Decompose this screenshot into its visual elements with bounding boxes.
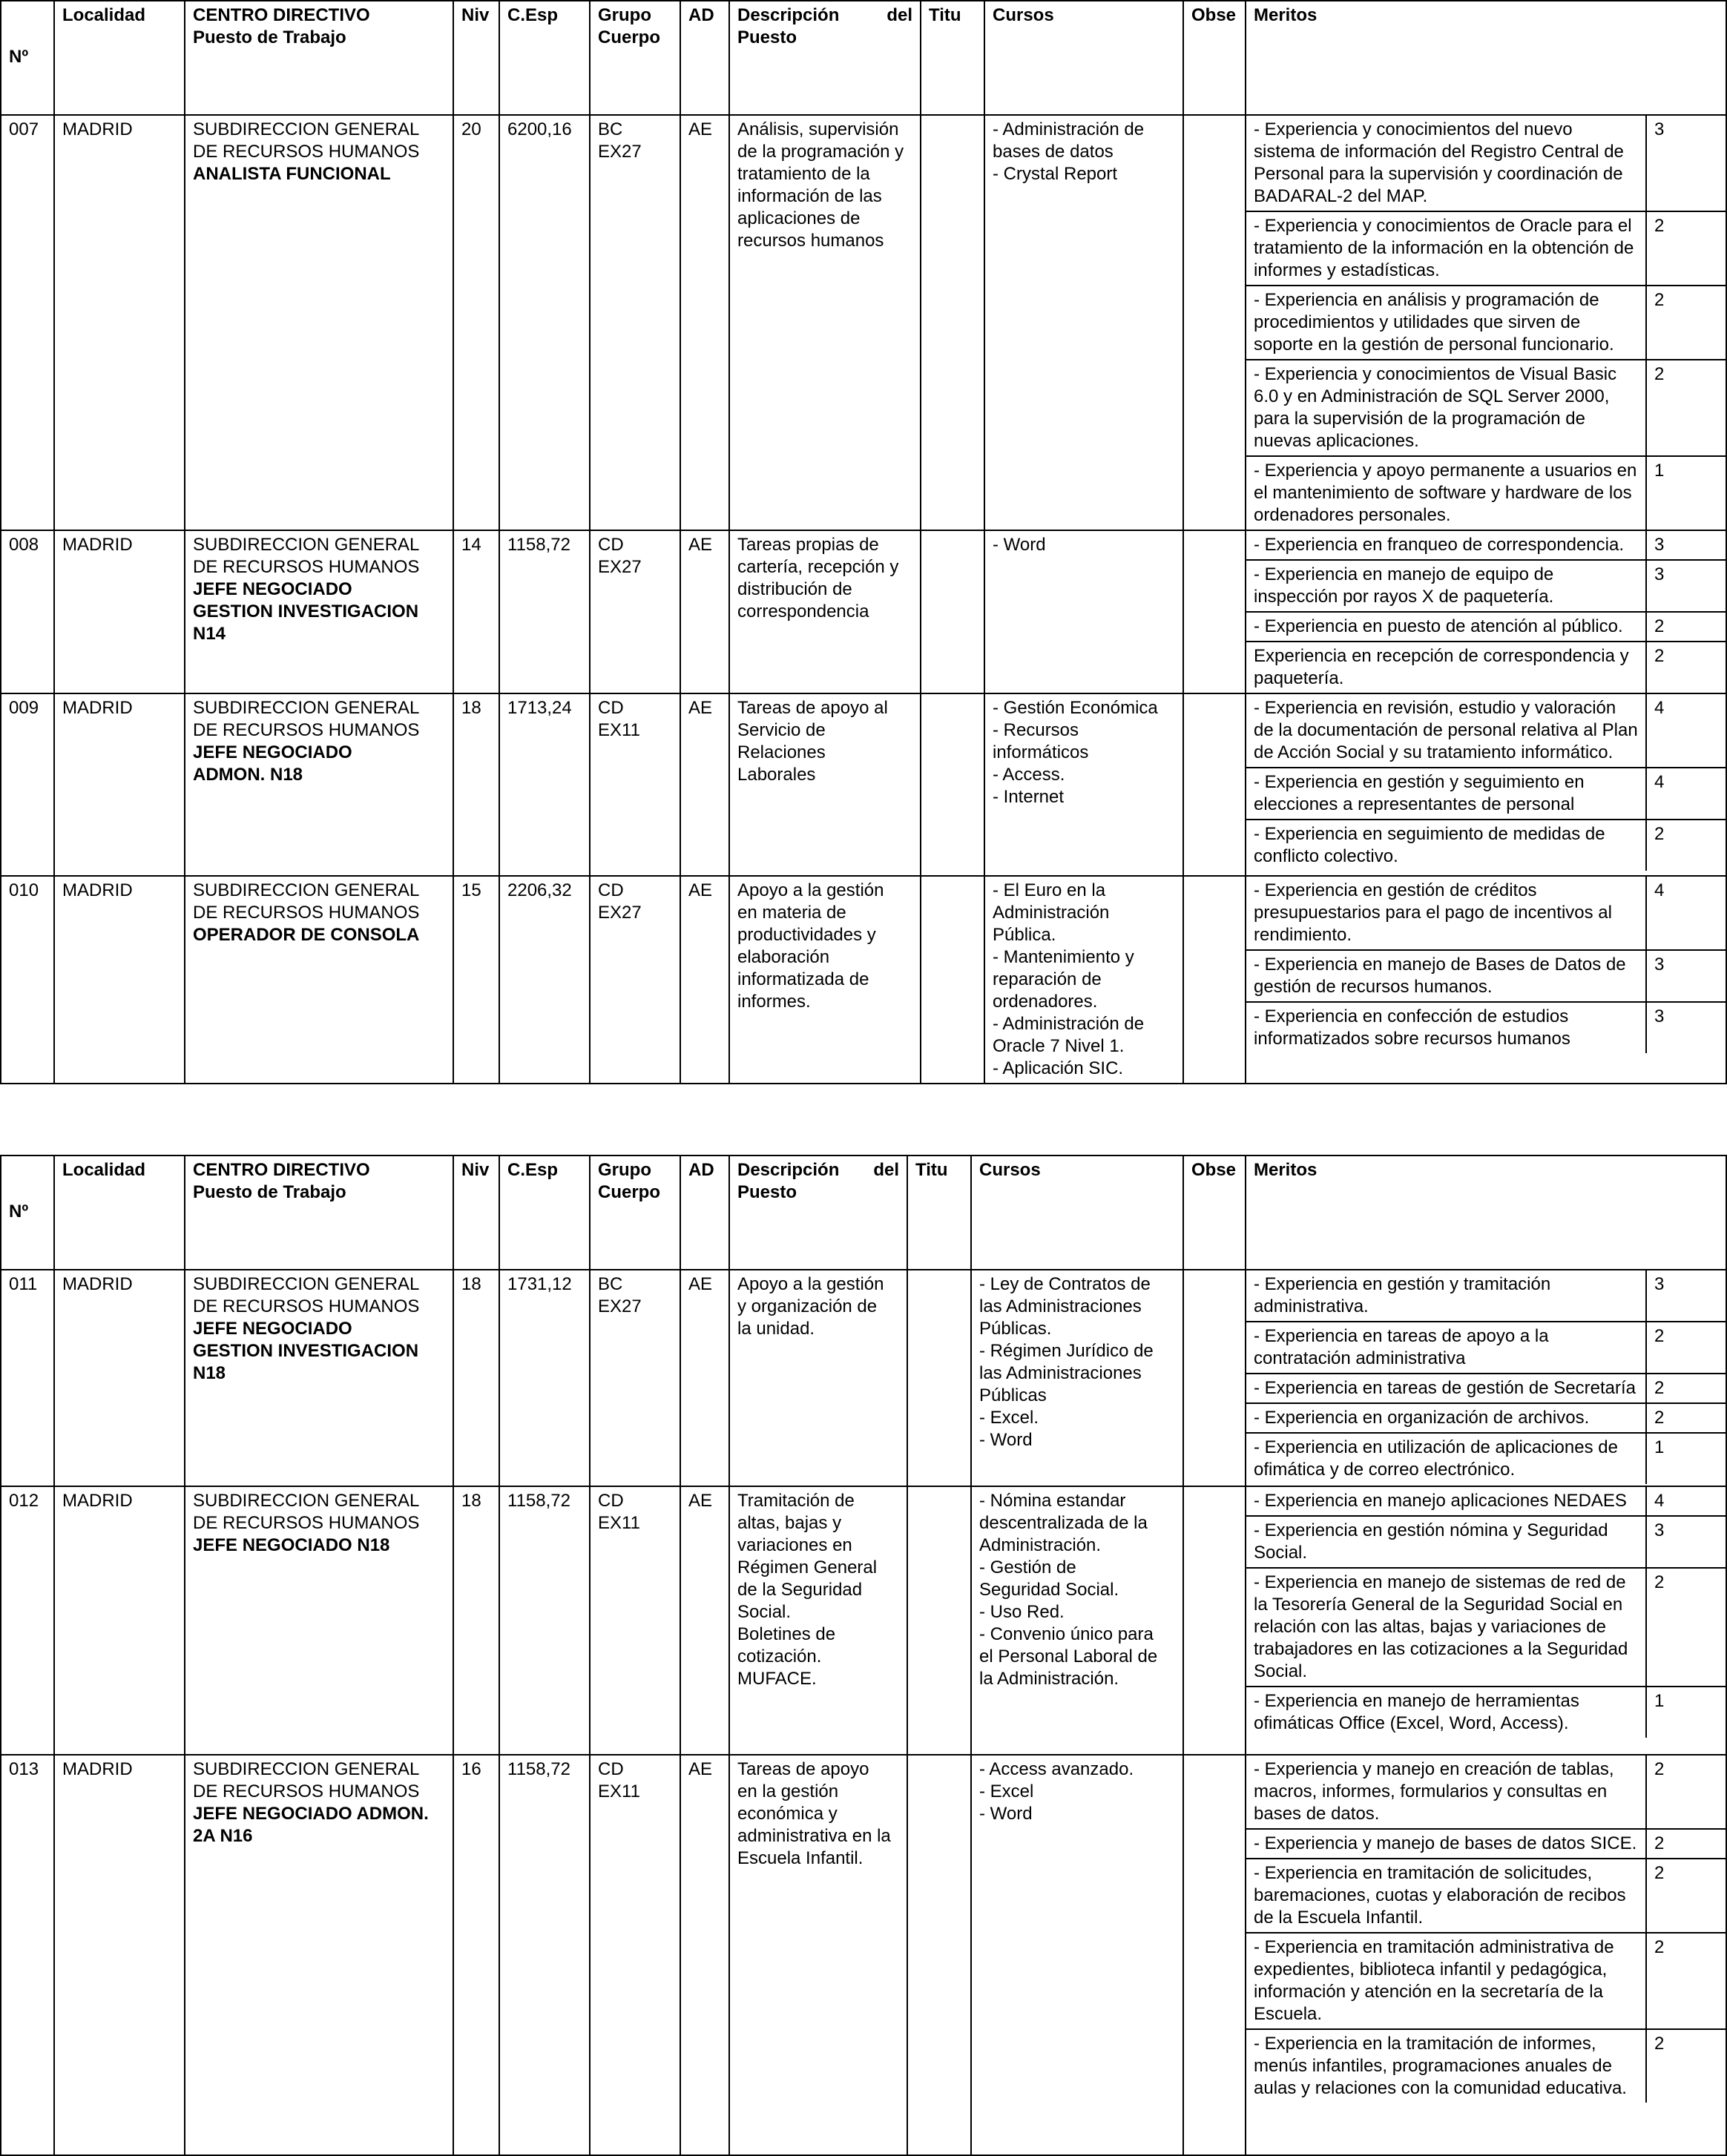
header-no-label: Nº — [9, 1201, 29, 1222]
merit-item — [1246, 1404, 1726, 1434]
merit-item — [1246, 820, 1726, 871]
cell-obse — [1183, 693, 1246, 876]
cell-descripcion: Tareas propias de cartería, recepción y distribución de correspondencia — [729, 530, 921, 693]
header-descripcion-label: Descripción del — [737, 1160, 899, 1180]
merit-points: 3 — [1654, 119, 1665, 139]
merit-text: - Experiencia en manejo de Bases de Datos de gestión de recursos humanos. — [1246, 951, 1647, 1001]
cell-cesp: 6200,16 — [499, 115, 590, 530]
header-niv: Niv — [453, 1156, 499, 1270]
cell-titu — [921, 530, 984, 693]
cell-niv: 18 — [453, 693, 499, 876]
header-descripcion — [729, 1, 921, 115]
merit-points: 2 — [1654, 1408, 1665, 1428]
header-centro — [185, 1, 453, 115]
cell-titu — [907, 1486, 971, 1755]
header-descripcion-label-2: Puesto — [737, 27, 797, 47]
cell-cursos: - Word — [984, 530, 1183, 693]
cell-grupo: BC EX27 — [590, 1270, 680, 1486]
cell-descripcion: Tareas de apoyo al Servicio de Relaciones Laborales — [729, 693, 921, 876]
table-row — [1, 693, 1726, 876]
header-centro-label: CENTRO DIRECTIVO — [193, 5, 370, 25]
cell-no: 012 — [1, 1486, 54, 1755]
cell-puesto-trabajo: JEFE NEGOCIADO N18 — [193, 1535, 390, 1555]
header-centro-label: CENTRO DIRECTIVO — [193, 1160, 370, 1180]
merit-text: - Experiencia en tramitación administrativa de expedientes, biblioteca infantil y pedagógica, información y atención en la secretaría de la Escuela. — [1246, 1934, 1647, 2028]
cell-localidad: MADRID — [54, 1270, 185, 1486]
cell-obse — [1183, 115, 1246, 530]
cell-cursos: - Administración de bases de datos - Crystal Report — [984, 115, 1183, 530]
merit-text: - Experiencia y manejo en creación de tablas, macros, informes, formularios y consultas en bases de datos. — [1246, 1756, 1647, 1828]
merit-item — [1246, 1003, 1726, 1053]
cell-niv: 18 — [453, 1486, 499, 1755]
merit-points: 2 — [1654, 2034, 1665, 2054]
merit-text: - Experiencia en gestión y tramitación administrativa. — [1246, 1270, 1647, 1321]
table-row — [1, 1755, 1726, 2155]
cell-localidad: MADRID — [54, 1755, 185, 2155]
header-puesto-label: Puesto de Trabajo — [193, 1182, 346, 1202]
cell-cesp: 1158,72 — [499, 1755, 590, 2155]
merit-text: - Experiencia en tareas de apoyo a la contratación administrativa — [1246, 1322, 1647, 1373]
merit-text: Experiencia en recepción de correspondencia y paquetería. — [1246, 642, 1647, 693]
merit-points: 3 — [1654, 955, 1665, 975]
cell-ad: AE — [680, 1755, 729, 2155]
cell-descripcion: Tareas de apoyo en la gestión económica y administrativa en la Escuela Infantil. — [729, 1755, 907, 2155]
header-grupo — [590, 1, 680, 115]
merit-points: 2 — [1654, 364, 1665, 384]
header-descripcion-label-2: Puesto — [737, 1182, 797, 1202]
merit-item — [1246, 642, 1726, 693]
header-descripcion-label: Descripción del — [737, 5, 912, 25]
cell-centro-directivo: SUBDIRECCION GENERAL DE RECURSOS HUMANOS — [193, 698, 420, 740]
cell-descripcion: Apoyo a la gestión y organización de la unidad. — [729, 1270, 907, 1486]
cell-ad: AE — [680, 1270, 729, 1486]
merit-text: - Experiencia y conocimientos del nuevo sistema de información del Registro Central de Personal para la supervisión y coordinación de BADARAL-2 del MAP. — [1246, 116, 1647, 211]
merit-points: 2 — [1654, 216, 1665, 236]
merit-points: 4 — [1654, 698, 1665, 718]
header-cursos: Cursos — [984, 1, 1183, 115]
merit-points: 3 — [1654, 1274, 1665, 1294]
cell-puesto-trabajo: JEFE NEGOCIADO GESTION INVESTIGACION N14 — [193, 579, 419, 644]
cell-niv: 14 — [453, 530, 499, 693]
cell-obse — [1183, 1270, 1246, 1486]
merit-item — [1246, 1934, 1726, 2030]
header-ad: AD — [680, 1, 729, 115]
merit-points: 2 — [1654, 1759, 1665, 1779]
cell-centro-directivo: SUBDIRECCION GENERAL DE RECURSOS HUMANOS — [193, 880, 420, 923]
merit-text: - Experiencia en manejo de herramientas ofimáticas Office (Excel, Word, Access). — [1246, 1687, 1647, 1738]
header-meritos: Meritos — [1246, 1, 1726, 115]
merit-item — [1246, 1687, 1726, 1738]
merit-item — [1246, 531, 1726, 561]
cell-obse — [1183, 1755, 1246, 2155]
cell-obse — [1183, 530, 1246, 693]
header-cuerpo-label: Cuerpo — [598, 1182, 660, 1202]
cell-ad: AE — [680, 876, 729, 1084]
cell-cesp: 1158,72 — [499, 530, 590, 693]
cell-no: 008 — [1, 530, 54, 693]
merit-text: - Experiencia en manejo de equipo de inspección por rayos X de paquetería. — [1246, 561, 1647, 611]
merit-item — [1246, 1322, 1726, 1374]
merit-points: 2 — [1654, 1572, 1665, 1592]
merit-item — [1246, 561, 1726, 613]
cell-puesto-trabajo: OPERADOR DE CONSOLA — [193, 925, 420, 945]
cell-descripcion: Tramitación de altas, bajas y variaciones en Régimen General de la Seguridad Social. Boletines de cotización. MUFACE. — [729, 1486, 907, 1755]
merit-text: - Experiencia en utilización de aplicaciones de ofimática y de correo electrónico. — [1246, 1434, 1647, 1484]
merit-item — [1246, 951, 1726, 1003]
table-row — [1, 876, 1726, 1084]
cell-niv: 16 — [453, 1755, 499, 2155]
cell-centro — [185, 1755, 453, 2155]
cell-no: 010 — [1, 876, 54, 1084]
header-cesp: C.Esp — [499, 1, 590, 115]
merit-points: 2 — [1654, 616, 1665, 636]
merit-item — [1246, 116, 1726, 212]
cell-localidad: MADRID — [54, 530, 185, 693]
cell-localidad: MADRID — [54, 115, 185, 530]
merit-text: - Experiencia en gestión de créditos presupuestarios para el pago de incentivos al rendimiento. — [1246, 877, 1647, 949]
merit-item — [1246, 457, 1726, 530]
cell-cursos: - Gestión Económica - Recursos informáticos - Access. - Internet — [984, 693, 1183, 876]
merit-item — [1246, 286, 1726, 360]
table-row — [1, 1270, 1726, 1486]
merit-points: 3 — [1654, 564, 1665, 584]
cell-no: 007 — [1, 115, 54, 530]
cell-titu — [907, 1270, 971, 1486]
cell-centro-directivo: SUBDIRECCION GENERAL DE RECURSOS HUMANOS — [193, 535, 420, 577]
header-cesp: C.Esp — [499, 1156, 590, 1270]
header-meritos: Meritos — [1246, 1156, 1726, 1270]
cell-centro-directivo: SUBDIRECCION GENERAL DE RECURSOS HUMANOS — [193, 1491, 420, 1533]
merit-points: 3 — [1654, 1520, 1665, 1540]
cell-meritos — [1246, 1755, 1726, 2155]
merit-item — [1246, 877, 1726, 951]
merit-points: 1 — [1654, 461, 1665, 481]
merit-text: - Experiencia en puesto de atención al público. — [1246, 613, 1647, 641]
cell-no: 009 — [1, 693, 54, 876]
header-centro — [185, 1156, 453, 1270]
merit-text: - Experiencia y apoyo permanente a usuarios en el mantenimiento de software y hardware de los ordenadores personales. — [1246, 457, 1647, 530]
table-row — [1, 115, 1726, 530]
cell-titu — [921, 876, 984, 1084]
merit-item — [1246, 694, 1726, 768]
merit-item — [1246, 1569, 1726, 1687]
merit-text: - Experiencia en manejo de sistemas de red de la Tesorería General de la Seguridad Social en relación con las altas, bajas y variaciones de trabajadores en las cotizaciones a la Seguridad Social. — [1246, 1569, 1647, 1686]
cell-puesto-trabajo: JEFE NEGOCIADO ADMON. 2A N16 — [193, 1804, 429, 1846]
header-cursos: Cursos — [971, 1156, 1183, 1270]
cell-titu — [921, 115, 984, 530]
header-localidad: Localidad — [54, 1156, 185, 1270]
table-row — [1, 530, 1726, 693]
cell-puesto-trabajo: JEFE NEGOCIADO ADMON. N18 — [193, 742, 352, 785]
merit-text: - Experiencia en tramitación de solicitudes, baremaciones, cuotas y elaboración de recibos de la Escuela Infantil. — [1246, 1859, 1647, 1932]
cell-meritos — [1246, 530, 1726, 693]
cell-ad: AE — [680, 1486, 729, 1755]
cell-centro — [185, 1486, 453, 1755]
merit-points: 2 — [1654, 290, 1665, 310]
header-row — [1, 1, 1726, 115]
merit-points: 2 — [1654, 1326, 1665, 1346]
merit-text: - Experiencia en organización de archivos. — [1246, 1404, 1647, 1432]
cell-niv: 20 — [453, 115, 499, 530]
merit-points: 2 — [1654, 1378, 1665, 1398]
cell-cesp: 2206,32 — [499, 876, 590, 1084]
merit-points: 4 — [1654, 880, 1665, 900]
cell-no: 013 — [1, 1755, 54, 2155]
merit-text: - Experiencia en tareas de gestión de Secretaría — [1246, 1374, 1647, 1402]
merit-item — [1246, 1517, 1726, 1569]
cell-titu — [907, 1755, 971, 2155]
cell-localidad: MADRID — [54, 1486, 185, 1755]
cell-meritos — [1246, 693, 1726, 876]
merit-text: - Experiencia y manejo de bases de datos SICE. — [1246, 1830, 1647, 1858]
header-grupo-label: Grupo — [598, 1160, 651, 1180]
merit-points: 3 — [1654, 535, 1665, 555]
merit-points: 1 — [1654, 1691, 1665, 1711]
merit-text: - Experiencia en gestión nómina y Seguridad Social. — [1246, 1517, 1647, 1567]
cell-centro — [185, 693, 453, 876]
header-grupo-label: Grupo — [598, 5, 651, 25]
cell-centro-directivo: SUBDIRECCION GENERAL DE RECURSOS HUMANOS — [193, 1274, 420, 1316]
cell-no: 011 — [1, 1270, 54, 1486]
cell-centro-directivo: SUBDIRECCION GENERAL DE RECURSOS HUMANOS — [193, 119, 420, 162]
merit-text: - Experiencia y conocimientos de Oracle para el tratamiento de la información en la obtención de informes y estadísticas. — [1246, 212, 1647, 285]
merit-item — [1246, 1270, 1726, 1322]
cell-descripcion: Apoyo a la gestión en materia de productividades y elaboración informatizada de informes. — [729, 876, 921, 1084]
cell-meritos — [1246, 115, 1726, 530]
merit-item — [1246, 360, 1726, 457]
cell-centro — [185, 115, 453, 530]
merit-points: 2 — [1654, 646, 1665, 666]
merit-points: 1 — [1654, 1437, 1665, 1457]
merit-text: - Experiencia en análisis y programación de procedimientos y utilidades que sirven de soporte en la gestión de personal funcionario. — [1246, 286, 1647, 359]
cell-grupo: BC EX27 — [590, 115, 680, 530]
header-no-label: Nº — [9, 47, 29, 67]
header-ad: AD — [680, 1156, 729, 1270]
cell-ad: AE — [680, 115, 729, 530]
cell-cesp: 1713,24 — [499, 693, 590, 876]
cell-cursos: - Ley de Contratos de las Administraciones Públicas. - Régimen Jurídico de las Administraciones Públicas - Excel. - Word — [971, 1270, 1183, 1486]
header-no — [1, 1, 54, 115]
cell-grupo: CD EX11 — [590, 1755, 680, 2155]
header-titu: Titu — [921, 1, 984, 115]
table-row — [1, 1486, 1726, 1755]
merit-text: - Experiencia en confección de estudios informatizados sobre recursos humanos — [1246, 1003, 1647, 1053]
cell-ad: AE — [680, 693, 729, 876]
header-obse: Obse — [1183, 1156, 1246, 1270]
cell-meritos — [1246, 1486, 1726, 1755]
merit-text: - Experiencia y conocimientos de Visual Basic 6.0 y en Administración de SQL Server 2000, para la supervisión de la programación de nuevas aplicaciones. — [1246, 360, 1647, 455]
cell-cesp: 1731,12 — [499, 1270, 590, 1486]
cell-cursos: - Access avanzado. - Excel - Word — [971, 1755, 1183, 2155]
merit-item — [1246, 1374, 1726, 1404]
header-cuerpo-label: Cuerpo — [598, 27, 660, 47]
cell-localidad: MADRID — [54, 693, 185, 876]
cell-centro — [185, 1270, 453, 1486]
cell-localidad: MADRID — [54, 876, 185, 1084]
cell-grupo: CD EX11 — [590, 693, 680, 876]
merit-text: - Experiencia en gestión y seguimiento en elecciones a representantes de personal — [1246, 768, 1647, 819]
merit-item — [1246, 1756, 1726, 1830]
merit-points: 2 — [1654, 1833, 1665, 1853]
merit-item — [1246, 1859, 1726, 1934]
cell-cursos: - El Euro en la Administración Pública. - Mantenimiento y reparación de ordenadores. - Administración de Oracle 7 Nivel 1. - Aplicación SIC. — [984, 876, 1183, 1084]
merit-item — [1246, 1434, 1726, 1484]
cell-grupo: CD EX27 — [590, 530, 680, 693]
header-titu: Titu — [907, 1156, 971, 1270]
cell-obse — [1183, 1486, 1246, 1755]
cell-puesto-trabajo: JEFE NEGOCIADO GESTION INVESTIGACION N18 — [193, 1319, 419, 1383]
cell-meritos — [1246, 1270, 1726, 1486]
header-puesto-label: Puesto de Trabajo — [193, 27, 346, 47]
merit-points: 4 — [1654, 772, 1665, 792]
merit-item — [1246, 2030, 1726, 2103]
header-localidad: Localidad — [54, 1, 185, 115]
positions-table-2 — [0, 1155, 1727, 2156]
cell-niv: 15 — [453, 876, 499, 1084]
cell-grupo: CD EX11 — [590, 1486, 680, 1755]
cell-cursos: - Nómina estandar descentralizada de la Administración. - Gestión de Seguridad Social. - Uso Red. - Convenio único para el Personal Laboral de la Administración. — [971, 1486, 1183, 1755]
merit-text: - Experiencia en franqueo de correspondencia. — [1246, 531, 1647, 559]
merit-item — [1246, 1830, 1726, 1859]
header-descripcion — [729, 1156, 907, 1270]
header-obse: Obse — [1183, 1, 1246, 115]
merit-item — [1246, 1487, 1726, 1517]
cell-obse — [1183, 876, 1246, 1084]
cell-cesp: 1158,72 — [499, 1486, 590, 1755]
merit-item — [1246, 212, 1726, 286]
merit-points: 4 — [1654, 1491, 1665, 1511]
header-row — [1, 1156, 1726, 1270]
merit-points: 3 — [1654, 1006, 1665, 1026]
cell-centro-directivo: SUBDIRECCION GENERAL DE RECURSOS HUMANOS — [193, 1759, 420, 1801]
merit-text: - Experiencia en revisión, estudio y valoración de la documentación de personal relativa al Plan de Acción Social y su tratamiento informático. — [1246, 694, 1647, 767]
merit-text: - Experiencia en la tramitación de informes, menús infantiles, programaciones anuales de aulas y relaciones con la comunidad educativa. — [1246, 2030, 1647, 2103]
cell-centro — [185, 876, 453, 1084]
merit-points: 2 — [1654, 824, 1665, 844]
cell-titu — [921, 693, 984, 876]
cell-meritos — [1246, 876, 1726, 1084]
cell-grupo: CD EX27 — [590, 876, 680, 1084]
cell-puesto-trabajo: ANALISTA FUNCIONAL — [193, 164, 391, 184]
cell-niv: 18 — [453, 1270, 499, 1486]
merit-text: - Experiencia en manejo aplicaciones NEDAES — [1246, 1487, 1647, 1515]
merit-points: 2 — [1654, 1937, 1665, 1957]
cell-descripcion: Análisis, supervisión de la programación y tratamiento de la información de las aplicaciones de recursos humanos — [729, 115, 921, 530]
cell-centro — [185, 530, 453, 693]
cell-ad: AE — [680, 530, 729, 693]
header-niv: Niv — [453, 1, 499, 115]
header-grupo — [590, 1156, 680, 1270]
merit-points: 2 — [1654, 1863, 1665, 1883]
header-no — [1, 1156, 54, 1270]
merit-item — [1246, 768, 1726, 820]
merit-item — [1246, 613, 1726, 642]
merit-text: - Experiencia en seguimiento de medidas de conflicto colectivo. — [1246, 820, 1647, 871]
